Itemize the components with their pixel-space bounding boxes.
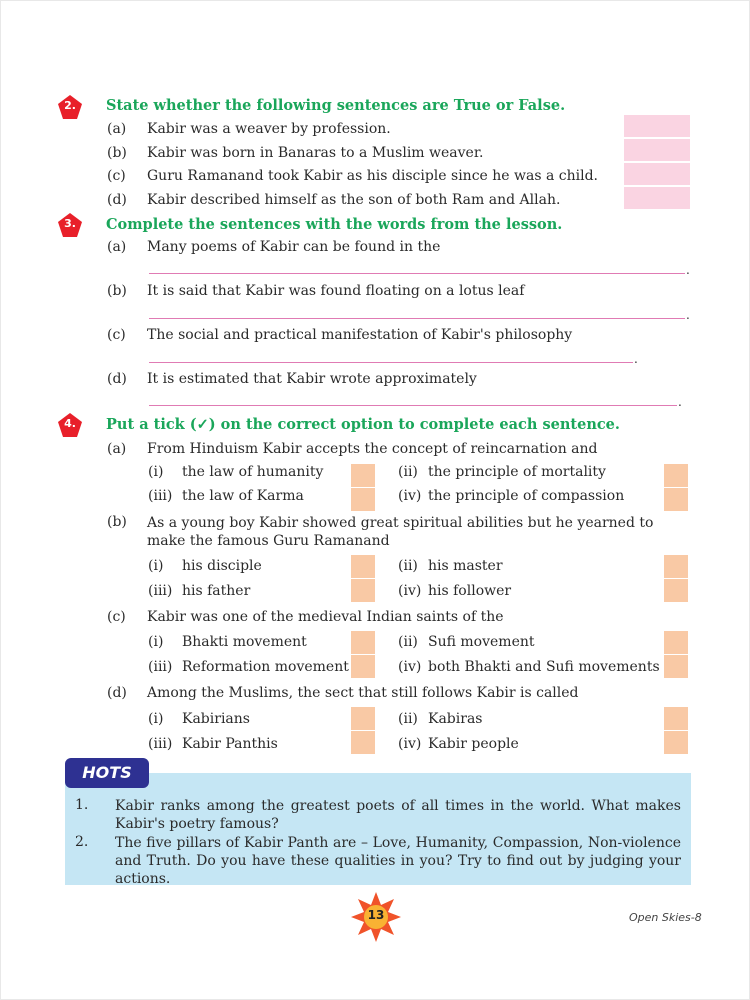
end-period: . bbox=[634, 352, 638, 366]
option-numeral: (iii) bbox=[148, 659, 173, 675]
item-text: Kabir was a weaver by profession. bbox=[147, 121, 391, 137]
item-label: (d) bbox=[107, 371, 127, 387]
question-number-badge: 2. bbox=[57, 94, 83, 120]
true-false-answer-box[interactable] bbox=[624, 115, 690, 138]
tick-box[interactable] bbox=[664, 464, 688, 487]
tick-box[interactable] bbox=[664, 555, 688, 578]
item-text: It is estimated that Kabir wrote approximately bbox=[147, 371, 477, 387]
answer-blank-line[interactable] bbox=[149, 362, 633, 363]
end-period: . bbox=[686, 308, 690, 322]
tick-box[interactable] bbox=[351, 707, 375, 730]
item-label: (b) bbox=[107, 145, 127, 161]
tick-box[interactable] bbox=[351, 579, 375, 602]
item-text: The social and practical manifestation of Kabir's philosophy bbox=[147, 327, 573, 343]
option-numeral: (iii) bbox=[148, 736, 173, 752]
item-text: It is said that Kabir was found floating on a lotus leaf bbox=[147, 283, 525, 299]
tick-box[interactable] bbox=[351, 631, 375, 654]
item-text: Many poems of Kabir can be found in the bbox=[147, 239, 441, 255]
item-label: (d) bbox=[107, 685, 127, 701]
item-label: (b) bbox=[107, 283, 127, 299]
item-label: (c) bbox=[107, 609, 126, 625]
tick-box[interactable] bbox=[664, 579, 688, 602]
answer-blank-line[interactable] bbox=[149, 405, 677, 406]
option-numeral: (ii) bbox=[398, 558, 418, 574]
option-text: the law of humanity bbox=[182, 464, 324, 480]
item-text: Kabir described himself as the son of both Ram and Allah. bbox=[147, 192, 561, 208]
end-period: . bbox=[686, 263, 690, 277]
true-false-answer-box[interactable] bbox=[624, 139, 690, 162]
tick-box[interactable] bbox=[351, 731, 375, 754]
option-text: Bhakti movement bbox=[182, 634, 307, 650]
question-heading: Complete the sentences with the words from the lesson. bbox=[106, 216, 563, 233]
option-text: Kabirians bbox=[182, 711, 250, 727]
item-label: (d) bbox=[107, 192, 127, 208]
question-heading: State whether the following sentences are True or False. bbox=[106, 97, 566, 114]
option-text: Kabiras bbox=[428, 711, 483, 727]
tick-box[interactable] bbox=[664, 731, 688, 754]
hots-title: HOTS bbox=[65, 758, 149, 788]
tick-box[interactable] bbox=[351, 655, 375, 678]
option-numeral: (i) bbox=[148, 464, 164, 480]
option-numeral: (i) bbox=[148, 558, 164, 574]
true-false-answer-box[interactable] bbox=[624, 163, 690, 186]
option-numeral: (iv) bbox=[398, 736, 422, 752]
option-text: Kabir Panthis bbox=[182, 736, 278, 752]
option-numeral: (i) bbox=[148, 711, 164, 727]
item-text: Kabir was born in Banaras to a Muslim weaver. bbox=[147, 145, 484, 161]
option-numeral: (iv) bbox=[398, 488, 422, 504]
item-text: Kabir was one of the medieval Indian saints of the bbox=[147, 609, 504, 625]
item-label: (a) bbox=[107, 239, 127, 255]
option-text: Kabir people bbox=[428, 736, 519, 752]
option-numeral: (iv) bbox=[398, 659, 422, 675]
option-text: the law of Karma bbox=[182, 488, 304, 504]
item-label: (b) bbox=[107, 514, 127, 530]
item-label: (a) bbox=[107, 441, 127, 457]
item-label: (c) bbox=[107, 327, 126, 343]
option-numeral: (ii) bbox=[398, 464, 418, 480]
true-false-answer-box[interactable] bbox=[624, 187, 690, 210]
option-text: Sufi movement bbox=[428, 634, 535, 650]
hots-item-text: The five pillars of Kabir Panth are – Love, Humanity, Compassion, Non-violence and Truth. Do you have these qualities in you? Try to find out by judging your actions. bbox=[115, 835, 681, 887]
page-number-badge: 13 bbox=[350, 891, 402, 943]
option-text: his follower bbox=[428, 583, 512, 599]
item-text: As a young boy Kabir showed great spiritual abilities but he yearned to make the famous Guru Ramanand bbox=[147, 515, 654, 549]
option-text: Reformation movement bbox=[182, 659, 349, 675]
tick-box[interactable] bbox=[351, 464, 375, 487]
item-text: Guru Ramanand took Kabir as his disciple since he was a child. bbox=[147, 168, 599, 184]
option-numeral: (iii) bbox=[148, 488, 173, 504]
option-text: his disciple bbox=[182, 558, 262, 574]
tick-box[interactable] bbox=[351, 555, 375, 578]
answer-blank-line[interactable] bbox=[149, 318, 685, 319]
item-text: Among the Muslims, the sect that still follows Kabir is called bbox=[147, 685, 579, 701]
question-heading: Put a tick (✓) on the correct option to complete each sentence. bbox=[106, 416, 620, 433]
option-text: his master bbox=[428, 558, 503, 574]
option-text: his father bbox=[182, 583, 251, 599]
option-text: the principle of compassion bbox=[428, 488, 625, 504]
option-numeral: (iii) bbox=[148, 583, 173, 599]
tick-box[interactable] bbox=[664, 707, 688, 730]
answer-blank-line[interactable] bbox=[149, 273, 685, 274]
tick-box[interactable] bbox=[351, 488, 375, 511]
option-numeral: (ii) bbox=[398, 711, 418, 727]
item-text: From Hinduism Kabir accepts the concept of reincarnation and bbox=[147, 441, 598, 457]
end-period: . bbox=[678, 395, 682, 409]
item-label: (c) bbox=[107, 168, 126, 184]
option-text: the principle of mortality bbox=[428, 464, 606, 480]
book-title: Open Skies-8 bbox=[629, 911, 702, 924]
option-text: both Bhakti and Sufi movements bbox=[428, 659, 660, 675]
tick-box[interactable] bbox=[664, 655, 688, 678]
option-numeral: (i) bbox=[148, 634, 164, 650]
option-numeral: (ii) bbox=[398, 634, 418, 650]
hots-item-text: Kabir ranks among the greatest poets of all times in the world. What makes Kabir's poetry famous? bbox=[115, 798, 681, 832]
question-number-badge: 3. bbox=[57, 212, 83, 238]
hots-item-number: 1. bbox=[75, 797, 89, 813]
option-numeral: (iv) bbox=[398, 583, 422, 599]
tick-box[interactable] bbox=[664, 488, 688, 511]
question-number-badge: 4. bbox=[57, 412, 83, 438]
item-label: (a) bbox=[107, 121, 127, 137]
tick-box[interactable] bbox=[664, 631, 688, 654]
hots-item-number: 2. bbox=[75, 834, 89, 850]
